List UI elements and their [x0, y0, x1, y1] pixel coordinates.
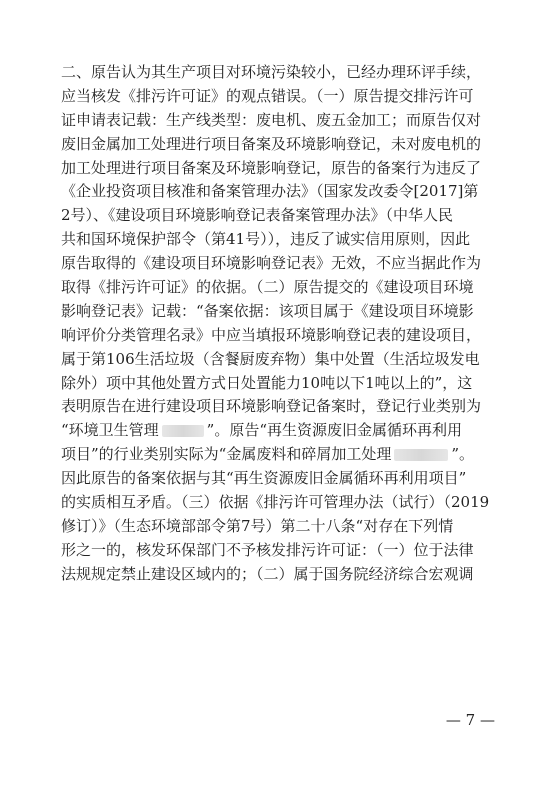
- text-line: 响评价分类管理名录》中应当填报环境影响登记表的建设项目，: [61, 325, 482, 344]
- text-line: 二、原告认为其生产项目对环境污染较小，已经办理环评手续，: [61, 63, 482, 81]
- text-line: 《企业投资项目核准和备案管理办法》（国家发改委令[2017]第: [61, 182, 479, 201]
- redaction-mark: [394, 449, 448, 461]
- text-line: 废旧金属加工处理进行项目备案及环境影响登记，未对废电机的: [61, 134, 482, 153]
- text-line-with-redaction: [61, 443, 501, 467]
- text-line: 法规规定禁止建设区域内的；（二）属于国务院经济综合宏观调: [61, 564, 474, 583]
- text-line: 取得《排污许可证》的依据。（二）原告提交的《建设项目环境: [61, 278, 474, 297]
- text-line: 属于第106生活垃圾（含餐厨废弃物）集中处置（生活垃圾发电: [61, 349, 480, 368]
- text-line-with-redaction: [61, 419, 501, 443]
- redaction-mark: [162, 425, 204, 437]
- text-line: 影响登记表》记载：“备案依据：该项目属于《建设项目环境影: [61, 301, 474, 320]
- text-line: 除外）项中其他处置方式日处置能力10吨以下1吨以上的”，这: [61, 373, 473, 392]
- text-line: 原告取得的《建设项目环境影响登记表》无效，不应当据此作为: [61, 254, 482, 273]
- document-body: [61, 61, 501, 587]
- page-number: — 7 —: [445, 711, 495, 729]
- text-line: 修订）》（生态环境部部令第7号）第二十八条“对存在下列情: [61, 516, 454, 535]
- text-line: 的实质相互矛盾。（三）依据《排污许可管理办法（试行）（2019: [61, 493, 490, 512]
- text-line: 表明原告在进行建设项目环境影响登记备案时，登记行业类别为: [61, 397, 482, 416]
- text-line: 加工处理进行项目备案及环境影响登记，原告的备案行为违反了: [61, 158, 482, 177]
- text-line: 形之一的，核发环保部门不予核发排污许可证：（一）位于法律: [61, 540, 474, 559]
- text-line: 证申请表记载：生产线类型：废电机、废五金加工；而原告仅对: [61, 110, 482, 129]
- text-segment: ”。: [451, 445, 475, 464]
- text-line: 2号）、《建设项目环境影响登记表备案管理办法》（中华人民: [61, 206, 454, 225]
- text-segment: 项目”的行业类别实际为“金属废料和碎屑加工处理: [61, 445, 392, 464]
- text-line: 应当核发《排污许可证》的观点错误。（一）原告提交排污许可: [61, 86, 474, 105]
- text-line: 共和国环境保护部令（第41号）），违反了诚实信用原则，因此: [61, 230, 471, 249]
- text-segment: “环境卫生管理: [61, 421, 159, 440]
- text-segment: ”。原告“再生资源废旧金属循环再利用: [206, 421, 463, 440]
- text-line: 因此原告的备案依据与其“再生资源废旧金属循环再利用项目”: [61, 469, 467, 488]
